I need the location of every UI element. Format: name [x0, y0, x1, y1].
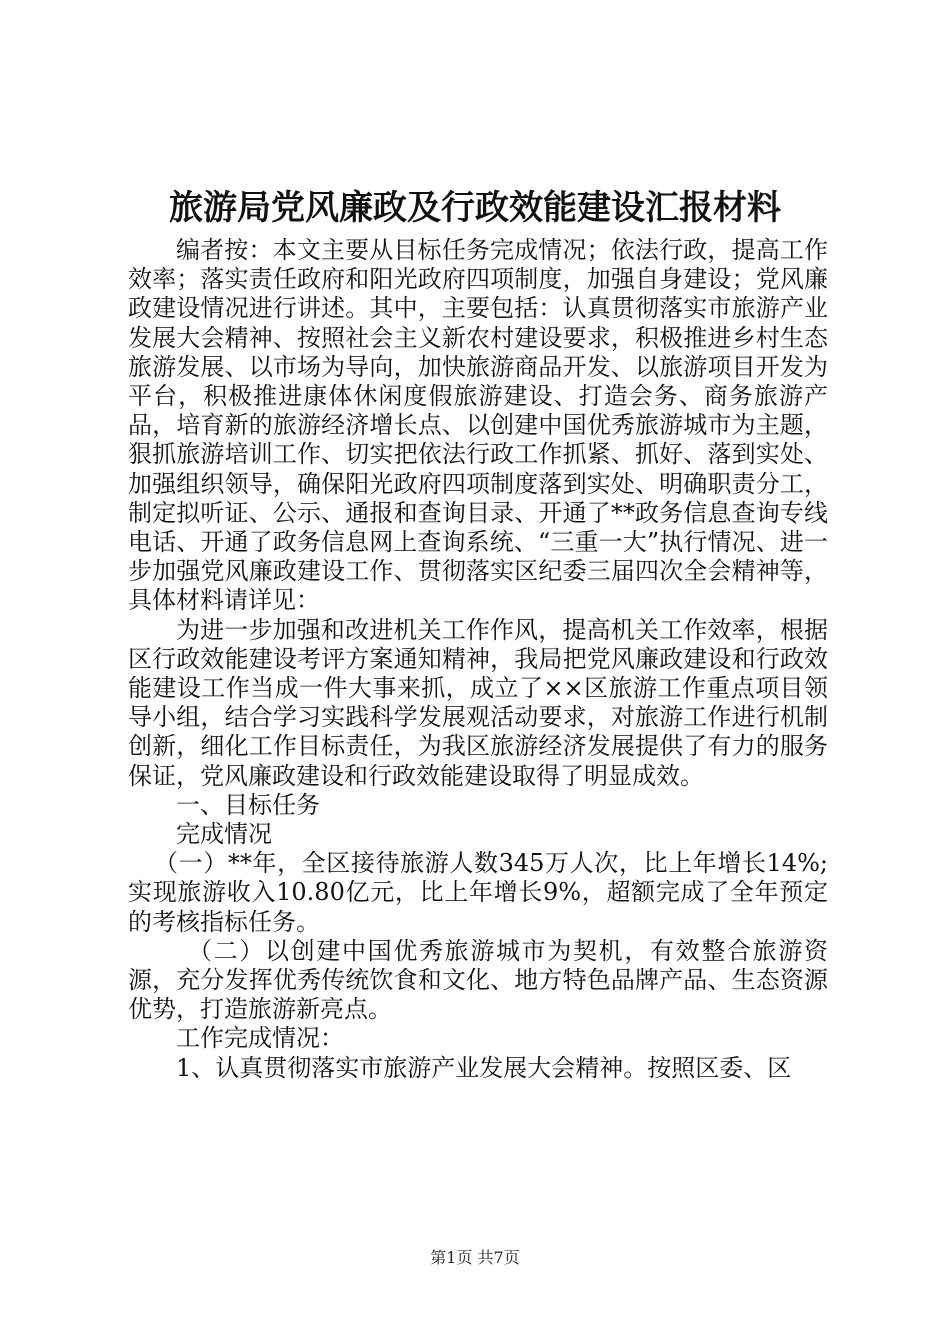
subsection-heading: 完成情况: [176, 820, 272, 849]
document-body: [128, 236, 828, 1083]
section-heading: 一、目标任务: [176, 790, 320, 819]
document-title: 旅游局党风廉政及行政效能建设汇报材料: [169, 188, 781, 228]
page-footer: 第1页 共7页: [430, 1248, 520, 1267]
work-item-one-paragraph: 1、认真贯彻落实市旅游产业发展大会精神。按照区委、区: [176, 1053, 792, 1082]
item-one-paragraph: （一）**年，全区接待旅游人数345万人次，比上年增长14%;实现旅游收入10.80亿元，比上年增长9%，超额完成了全年预定的考核指标任务。: [128, 849, 828, 936]
item-two-paragraph: （二）以创建中国优秀旅游城市为契机，有效整合旅游资源，充分发挥优秀传统饮食和文化、地方特色品牌产品、生态资源优势，打造旅游新亮点。: [128, 936, 828, 1024]
editor-note-paragraph: 编者按：本文主要从目标任务完成情况；依法行政，提高工作效率；落实责任政府和阳光政府四项制度，加强自身建设；党风廉政建设情况进行讲述。其中，主要包括：认真贯彻落实市旅游产业发展大会精神、按照社会主义新农村建设要求，积极推进乡村生态旅游发展、以市场为导向，加快旅游商品开发、以旅游项目开发为平台，积极推进康体休闲度假旅游建设、打造会务、商务旅游产品，培育新的旅游经济增长点、以创建中国优秀旅游城市为主题，狠抓旅游培训工作、切实把依法行政工作抓紧、抓好、落到实处、加强组织领导，确保阳光政府四项制度落到实处、明确职责分工，制定拟听证、公示、通报和查询目录、开通了**政务信息查询专线电话、开通了政务信息网上查询系统、“三重一大”执行情况、进一步加强党风廉政建设工作、贯彻落实区纪委三届四次全会精神等，具体材料请详见：: [128, 236, 828, 615]
work-status-heading: 工作完成情况：: [176, 1024, 344, 1053]
intro-paragraph: 为进一步加强和改进机关工作作风，提高机关工作效率，根据区行政效能建设考评方案通知精神，我局把党风廉政建设和行政效能建设工作当成一件大事来抓，成立了××区旅游工作重点项目领导小组，结合学习实践科学发展观活动要求，对旅游工作进行机制创新，细化工作目标责任，为我区旅游经济发展提供了有力的服务保证，党风廉政建设和行政效能建设取得了明显成效。: [128, 615, 828, 790]
